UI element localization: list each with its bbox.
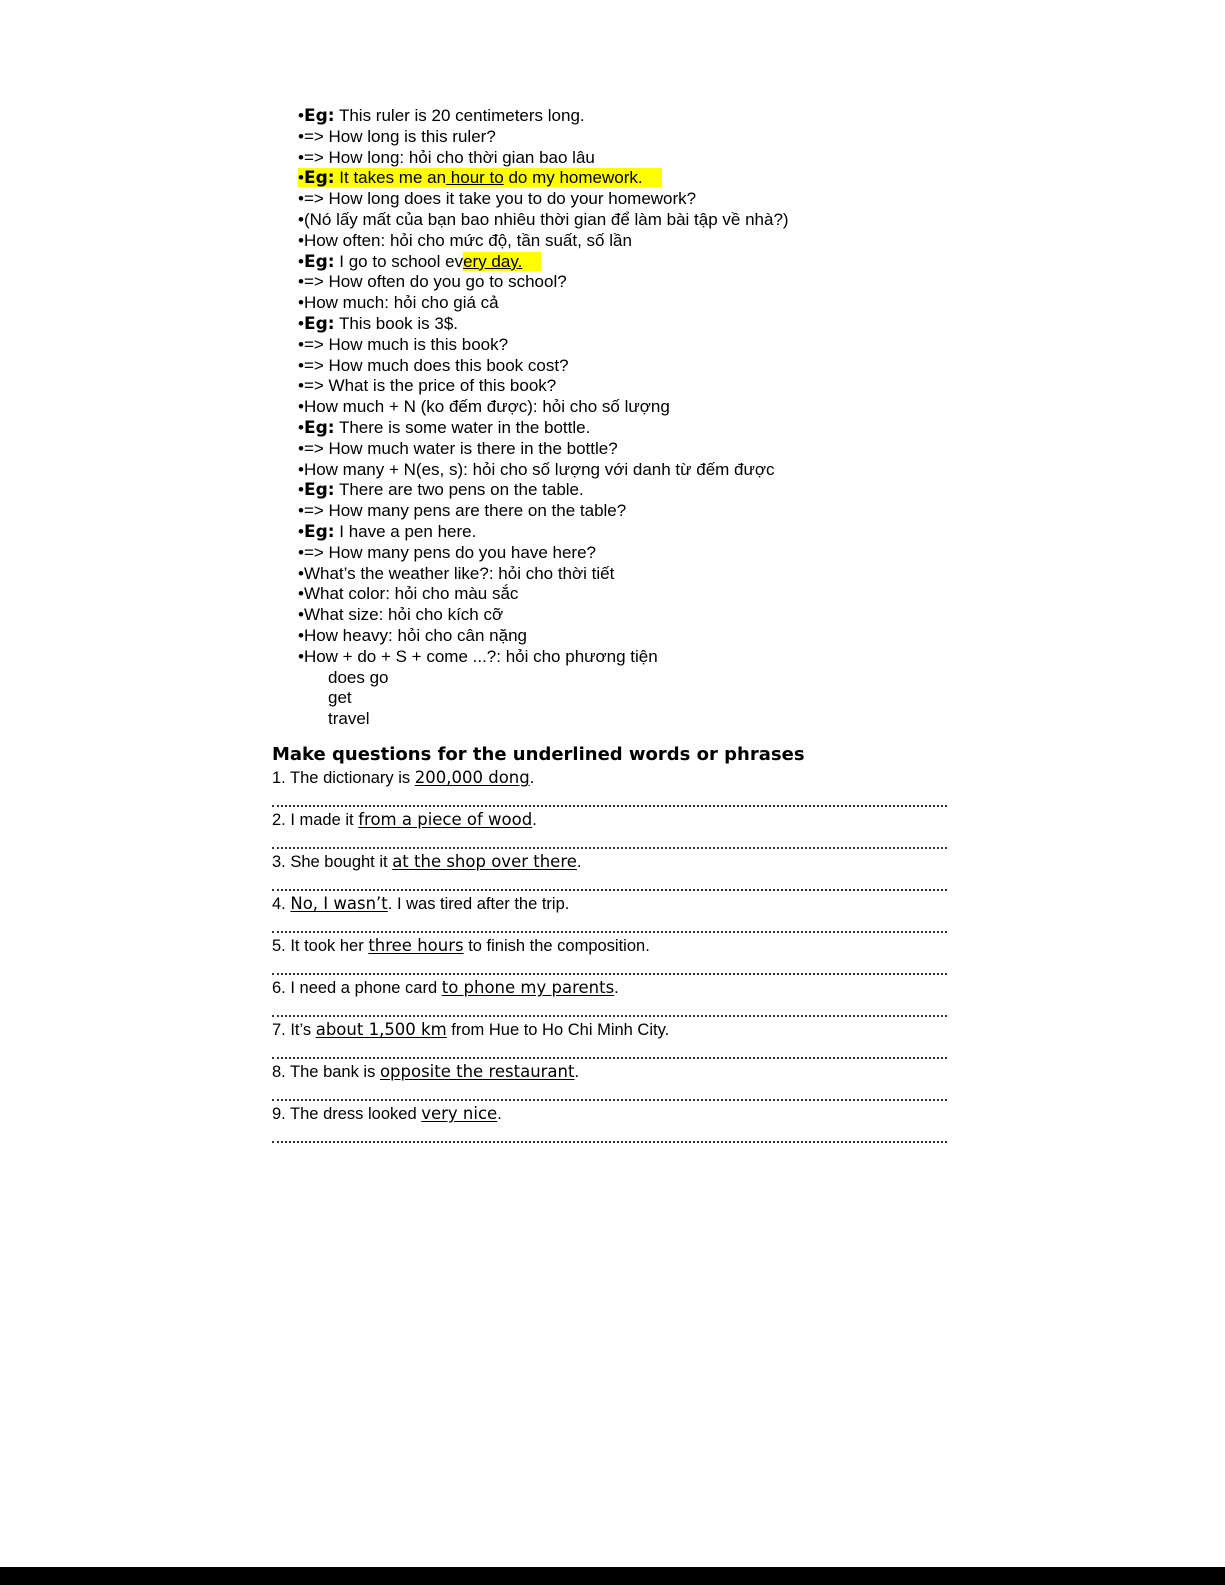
note-line: •How much + N (ko đếm được): hỏi cho số lượng [298, 397, 670, 417]
question-row [272, 1061, 952, 1103]
note-line: •What size: hỏi cho kích cỡ [298, 605, 504, 625]
note-line: •=> How often do you go to school? [298, 272, 567, 292]
question-row [272, 851, 952, 893]
answer-line[interactable] [272, 1125, 947, 1143]
underlined-phrase: three hours [368, 936, 464, 955]
note-sub-line: travel [328, 709, 370, 729]
note-line: •=> How much water is there in the bottle? [298, 438, 618, 458]
underlined-phrase: opposite the restaurant [379, 1062, 575, 1081]
answer-line[interactable] [272, 999, 947, 1017]
note-line: •=> How many pens do you have here? [298, 542, 596, 562]
exercise-section [272, 743, 952, 1145]
note-line-highlighted: •Eg: It takes me an hour to do my homework. [298, 168, 998, 189]
question-text: 8. The bank is opposite the restaurant. [272, 1062, 580, 1081]
underlined-phrase: No, I wasn’t [290, 894, 388, 913]
question-row [272, 1019, 952, 1061]
answer-line[interactable] [272, 915, 947, 933]
note-line: •How many + N(es, s): hỏi cho số lượng với danh từ đếm được [298, 459, 775, 479]
note-line: •=> How many pens are there on the table? [298, 501, 627, 521]
note-line: •Eg: This ruler is 20 centimeters long. [298, 106, 585, 126]
exercise-title: Make questions for the underlined words or phrases [272, 744, 805, 765]
question-row [272, 977, 952, 1019]
answer-line[interactable] [272, 1041, 947, 1059]
question-row [272, 1103, 952, 1145]
note-line: •=> How long is this ruler? [298, 126, 496, 146]
question-text: 2. I made it from a piece of wood. [272, 810, 537, 829]
question-text: 5. It took her three hours to finish the composition. [272, 936, 650, 955]
note-line: •Eg: There is some water in the bottle. [298, 417, 591, 438]
note-sub-line: does go [328, 667, 389, 687]
underlined-phrase: at the shop over there [392, 852, 577, 871]
note-line: •How heavy: hỏi cho cân nặng [298, 625, 527, 645]
answer-line[interactable] [272, 831, 947, 849]
page-bottom-edge [0, 1567, 1225, 1585]
answer-line[interactable] [272, 957, 947, 975]
answer-line[interactable] [272, 1083, 947, 1101]
note-line: •Eg: There are two pens on the table. [298, 480, 584, 501]
answer-line[interactable] [272, 873, 947, 891]
note-line-highlighted: •Eg: I go to school every day. [298, 252, 998, 273]
note-line: •Eg: This book is 3$. [298, 313, 459, 334]
underlined-phrase: very nice [421, 1104, 498, 1123]
note-line: •How + do + S + come ...?: hỏi cho phương tiện [298, 646, 658, 666]
note-line: •What color: hỏi cho màu sắc [298, 584, 519, 604]
note-line: •=> How much does this book cost? [298, 355, 569, 375]
note-line: •=> How long does it take you to do your homework? [298, 189, 697, 209]
note-line: •=> What is the price of this book? [298, 376, 557, 396]
question-row [272, 893, 952, 935]
question-row [272, 809, 952, 851]
note-line: •How much: hỏi cho giá cả [298, 293, 499, 313]
question-row [272, 935, 952, 977]
question-text: 7. It’s about 1,500 km from Hue to Ho Chi Minh City. [272, 1020, 670, 1039]
underlined-phrase: to phone my parents [441, 978, 615, 997]
grammar-notes [298, 106, 998, 730]
question-text: 3. She bought it at the shop over there. [272, 852, 582, 871]
underlined-phrase: 200,000 dong [414, 768, 530, 787]
question-text: 4. No, I wasn’t. I was tired after the trip. [272, 894, 570, 913]
note-line: •Eg: I have a pen here. [298, 521, 477, 542]
answer-line[interactable] [272, 789, 947, 807]
question-text: 6. I need a phone card to phone my parents. [272, 978, 619, 997]
note-line: •=> How long: hỏi cho thời gian bao lâu [298, 147, 595, 167]
note-sub-line: get [328, 688, 352, 708]
question-row [272, 767, 952, 809]
note-line: •=> How much is this book? [298, 334, 509, 354]
underlined-phrase: from a piece of wood [358, 810, 533, 829]
note-line: •How often: hỏi cho mức độ, tần suất, số lần [298, 230, 632, 250]
question-text: 9. The dress looked very nice. [272, 1104, 502, 1123]
note-line: •(Nó lấy mất của bạn bao nhiêu thời gian để làm bài tập về nhà?) [298, 209, 789, 229]
underlined-phrase: about 1,500 km [315, 1020, 447, 1039]
note-line: •What’s the weather like?: hỏi cho thời tiết [298, 563, 615, 583]
question-text: 1. The dictionary is 200,000 dong. [272, 768, 535, 787]
